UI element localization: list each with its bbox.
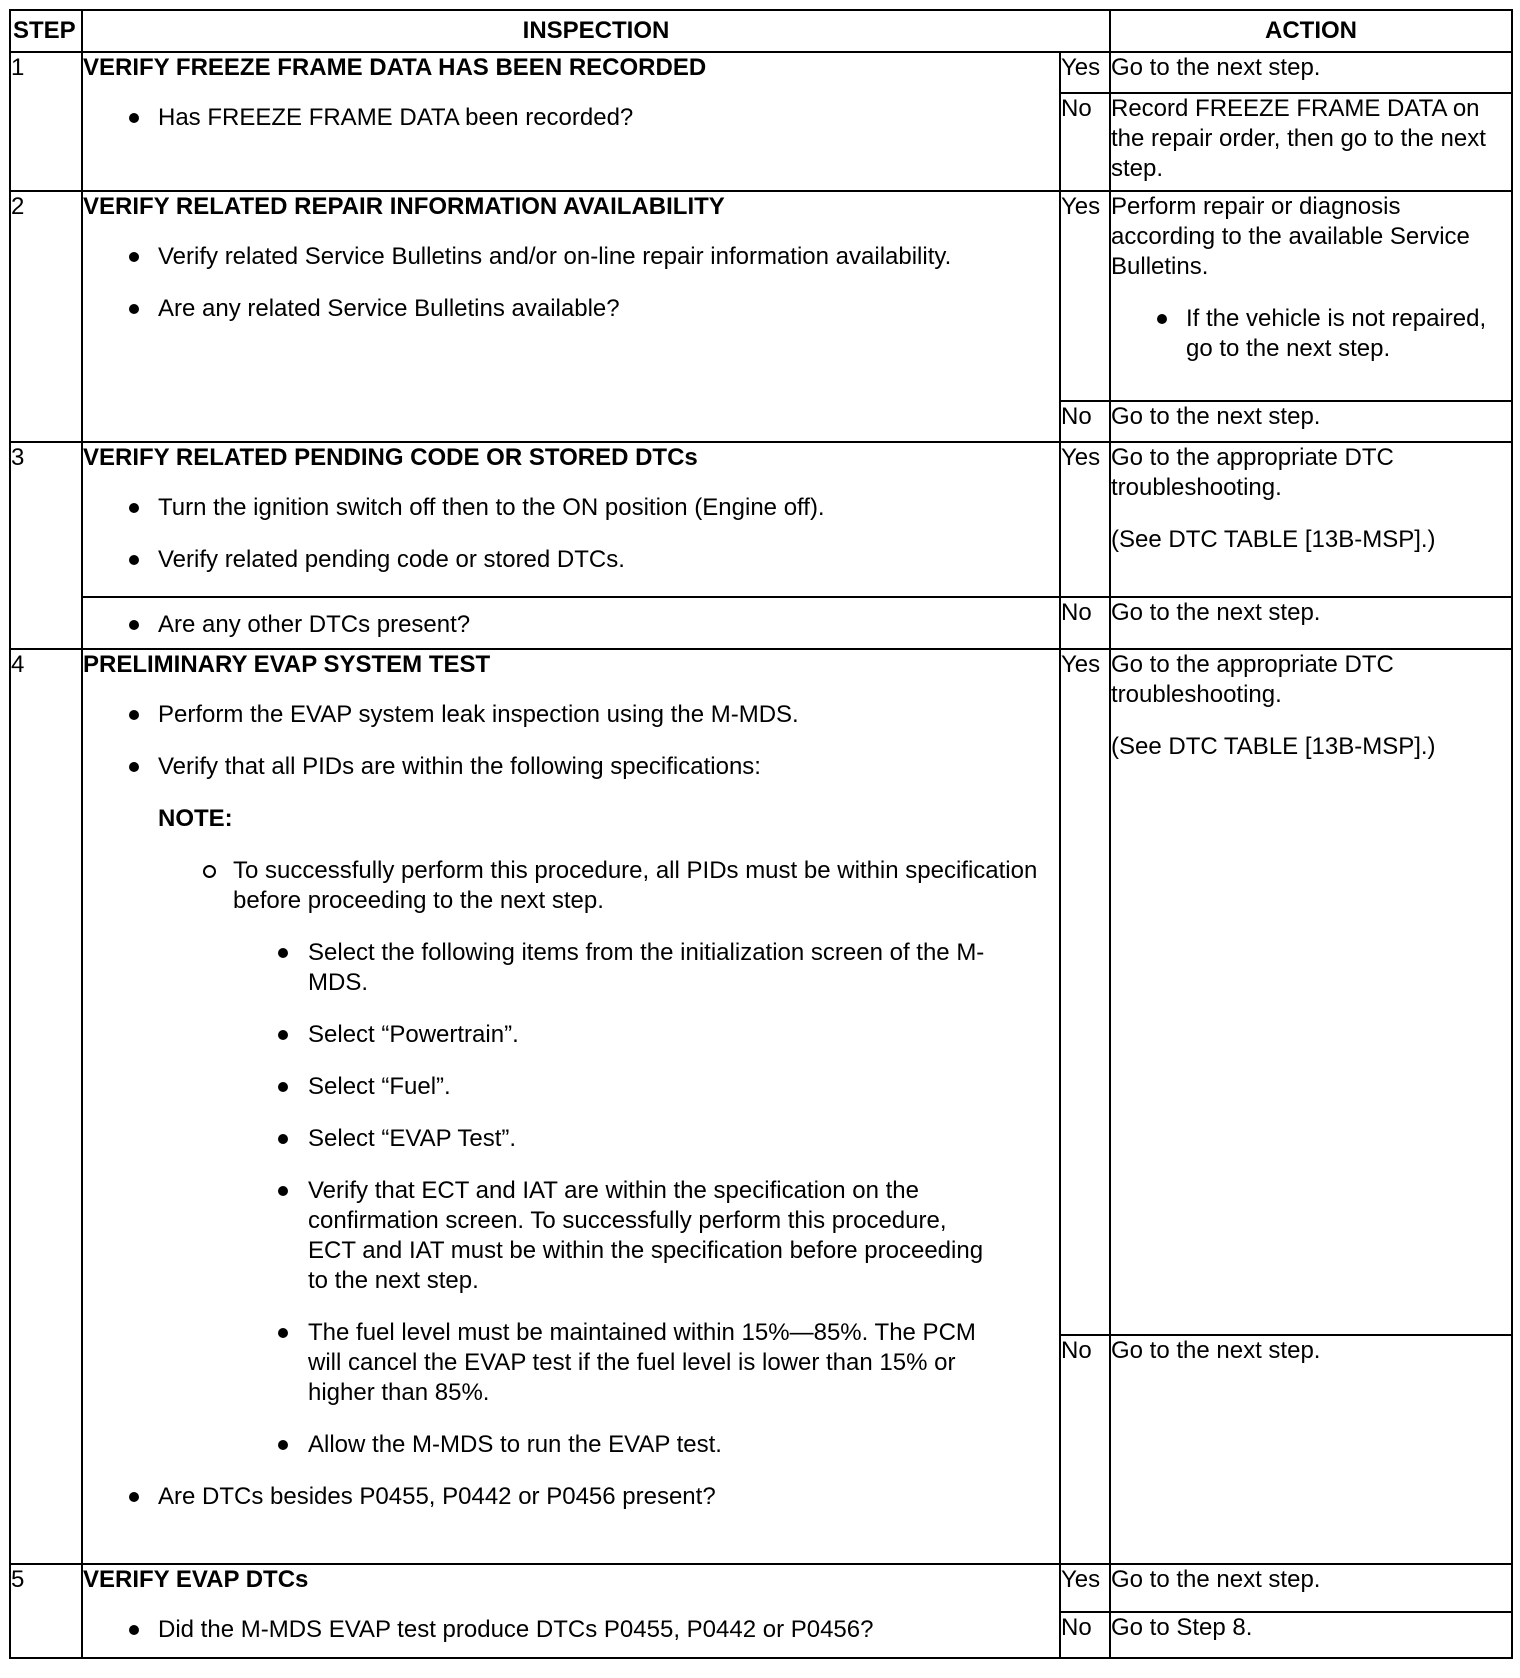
yes-label: Yes [1060, 52, 1110, 93]
note-label: NOTE: [158, 805, 233, 832]
inspection-item: Has FREEZE FRAME DATA been recorded? [83, 103, 1059, 133]
bullet-icon [129, 503, 139, 513]
step-1-yes-row [10, 52, 1512, 93]
step-title: VERIFY EVAP DTCs [83, 1566, 309, 1593]
step-number: 4 [10, 649, 82, 1564]
step-4-yes-row [10, 649, 1512, 1335]
yes-action-cell [1110, 442, 1512, 597]
step-inspection [82, 649, 1060, 1564]
sub-item: Select “Powertrain”. [83, 1020, 1059, 1050]
dtc-table-reference: (See DTC TABLE [13B-MSP].) [1111, 526, 1436, 553]
bullet-icon [129, 710, 139, 720]
yes-action-cell [1110, 649, 1512, 1335]
yes-action-cell [1110, 191, 1512, 401]
no-label: No [1060, 401, 1110, 442]
step-3-yes-row [10, 442, 1512, 597]
yes-action-sub: If the vehicle is not repaired, go to the next step. [1111, 304, 1511, 364]
yes-label: Yes [1060, 442, 1110, 597]
step-number: 1 [10, 52, 82, 191]
inspection-item: Are DTCs besides P0455, P0442 or P0456 present? [83, 1482, 1059, 1512]
step-title: PRELIMINARY EVAP SYSTEM TEST [83, 651, 491, 678]
step-5-yes-row [10, 1564, 1512, 1612]
bullet-icon [278, 1134, 288, 1144]
inspection-item: Turn the ignition switch off then to the ON position (Engine off). [83, 493, 1059, 523]
step-number: 3 [10, 442, 82, 649]
no-label: No [1060, 597, 1110, 649]
bullet-icon [129, 555, 139, 565]
yes-action: Go to the appropriate DTC troubleshooting. [1111, 444, 1394, 501]
no-label: No [1060, 93, 1110, 191]
inspection-item: Verify related Service Bulletins and/or on-line repair information availability. [83, 242, 1059, 272]
step-inspection [82, 442, 1060, 597]
inspection-item: Verify related pending code or stored DTCs. [83, 545, 1059, 575]
step-2-yes-row [10, 191, 1512, 401]
dtc-table-reference: (See DTC TABLE [13B-MSP].) [1111, 733, 1436, 760]
step-number: 2 [10, 191, 82, 442]
bullet-icon [278, 1328, 288, 1338]
step-question [82, 597, 1060, 649]
diagnostic-procedure [9, 9, 1513, 1659]
step-inspection [82, 1564, 1060, 1658]
bullet-icon [129, 304, 139, 314]
step-inspection [82, 52, 1060, 191]
circle-bullet-icon [203, 865, 216, 878]
yes-label: Yes [1060, 649, 1110, 1335]
sub-item: Select the following items from the initialization screen of the M-MDS. [83, 938, 1059, 998]
header-row [10, 10, 1512, 52]
no-action: Record FREEZE FRAME DATA on the repair order, then go to the next step. [1110, 93, 1512, 191]
inspection-item: Perform the EVAP system leak inspection using the M-MDS. [83, 700, 1059, 730]
diagnostic-table [9, 9, 1513, 1659]
yes-action: Go to the appropriate DTC troubleshooting. [1111, 651, 1394, 708]
step-number: 5 [10, 1564, 82, 1658]
yes-label: Yes [1060, 1564, 1110, 1612]
yes-action: Perform repair or diagnosis according to the available Service Bulletins. [1111, 193, 1470, 280]
bullet-icon [278, 1186, 288, 1196]
bullet-icon [278, 1030, 288, 1040]
yes-action: Go to the next step. [1110, 1564, 1512, 1612]
yes-action: Go to the next step. [1110, 52, 1512, 93]
inspection-item: Are any other DTCs present? [83, 610, 1059, 640]
inspection-item: Verify that all PIDs are within the following specifications: [83, 752, 1059, 782]
inspection-item: Are any related Service Bulletins available? [83, 294, 1059, 324]
inspection-item: Did the M-MDS EVAP test produce DTCs P0455, P0442 or P0456? [83, 1615, 1059, 1645]
bullet-icon [278, 948, 288, 958]
no-action: Go to the next step. [1110, 1335, 1512, 1564]
yes-label: Yes [1060, 191, 1110, 401]
sub-item: The fuel level must be maintained within 15%—85%. The PCM will cancel the EVAP test if the fuel level is lower than 15% or higher than 85%. [83, 1318, 1059, 1408]
sub-item: Select “EVAP Test”. [83, 1124, 1059, 1154]
sub-item: Allow the M-MDS to run the EVAP test. [83, 1430, 1059, 1460]
step-inspection [82, 191, 1060, 442]
no-action: Go to the next step. [1110, 401, 1512, 442]
no-action: Go to Step 8. [1110, 1612, 1512, 1658]
bullet-icon [1157, 314, 1167, 324]
sub-item: Verify that ECT and IAT are within the specification on the confirmation screen. To successfully perform this procedure, ECT and IAT must be within the specification before proceeding to the next step. [83, 1176, 1059, 1296]
no-label: No [1060, 1612, 1110, 1658]
no-label: No [1060, 1335, 1110, 1564]
header-action: ACTION [1110, 10, 1512, 52]
bullet-icon [129, 113, 139, 123]
header-step: STEP [10, 10, 82, 52]
no-action: Go to the next step. [1110, 597, 1512, 649]
step-3-no-row [10, 597, 1512, 649]
note-item: To successfully perform this procedure, all PIDs must be within specification before proceeding to the next step. [83, 856, 1059, 916]
bullet-icon [129, 1492, 139, 1502]
sub-item: Select “Fuel”. [83, 1072, 1059, 1102]
bullet-icon [129, 252, 139, 262]
step-title: VERIFY RELATED REPAIR INFORMATION AVAILABILITY [83, 193, 725, 220]
bullet-icon [129, 762, 139, 772]
bullet-icon [129, 1625, 139, 1635]
step-title: VERIFY FREEZE FRAME DATA HAS BEEN RECORDED [83, 54, 707, 81]
bullet-icon [278, 1440, 288, 1450]
bullet-icon [278, 1082, 288, 1092]
step-title: VERIFY RELATED PENDING CODE OR STORED DTCs [83, 444, 698, 471]
bullet-icon [129, 620, 139, 630]
header-inspection: INSPECTION [82, 10, 1110, 52]
